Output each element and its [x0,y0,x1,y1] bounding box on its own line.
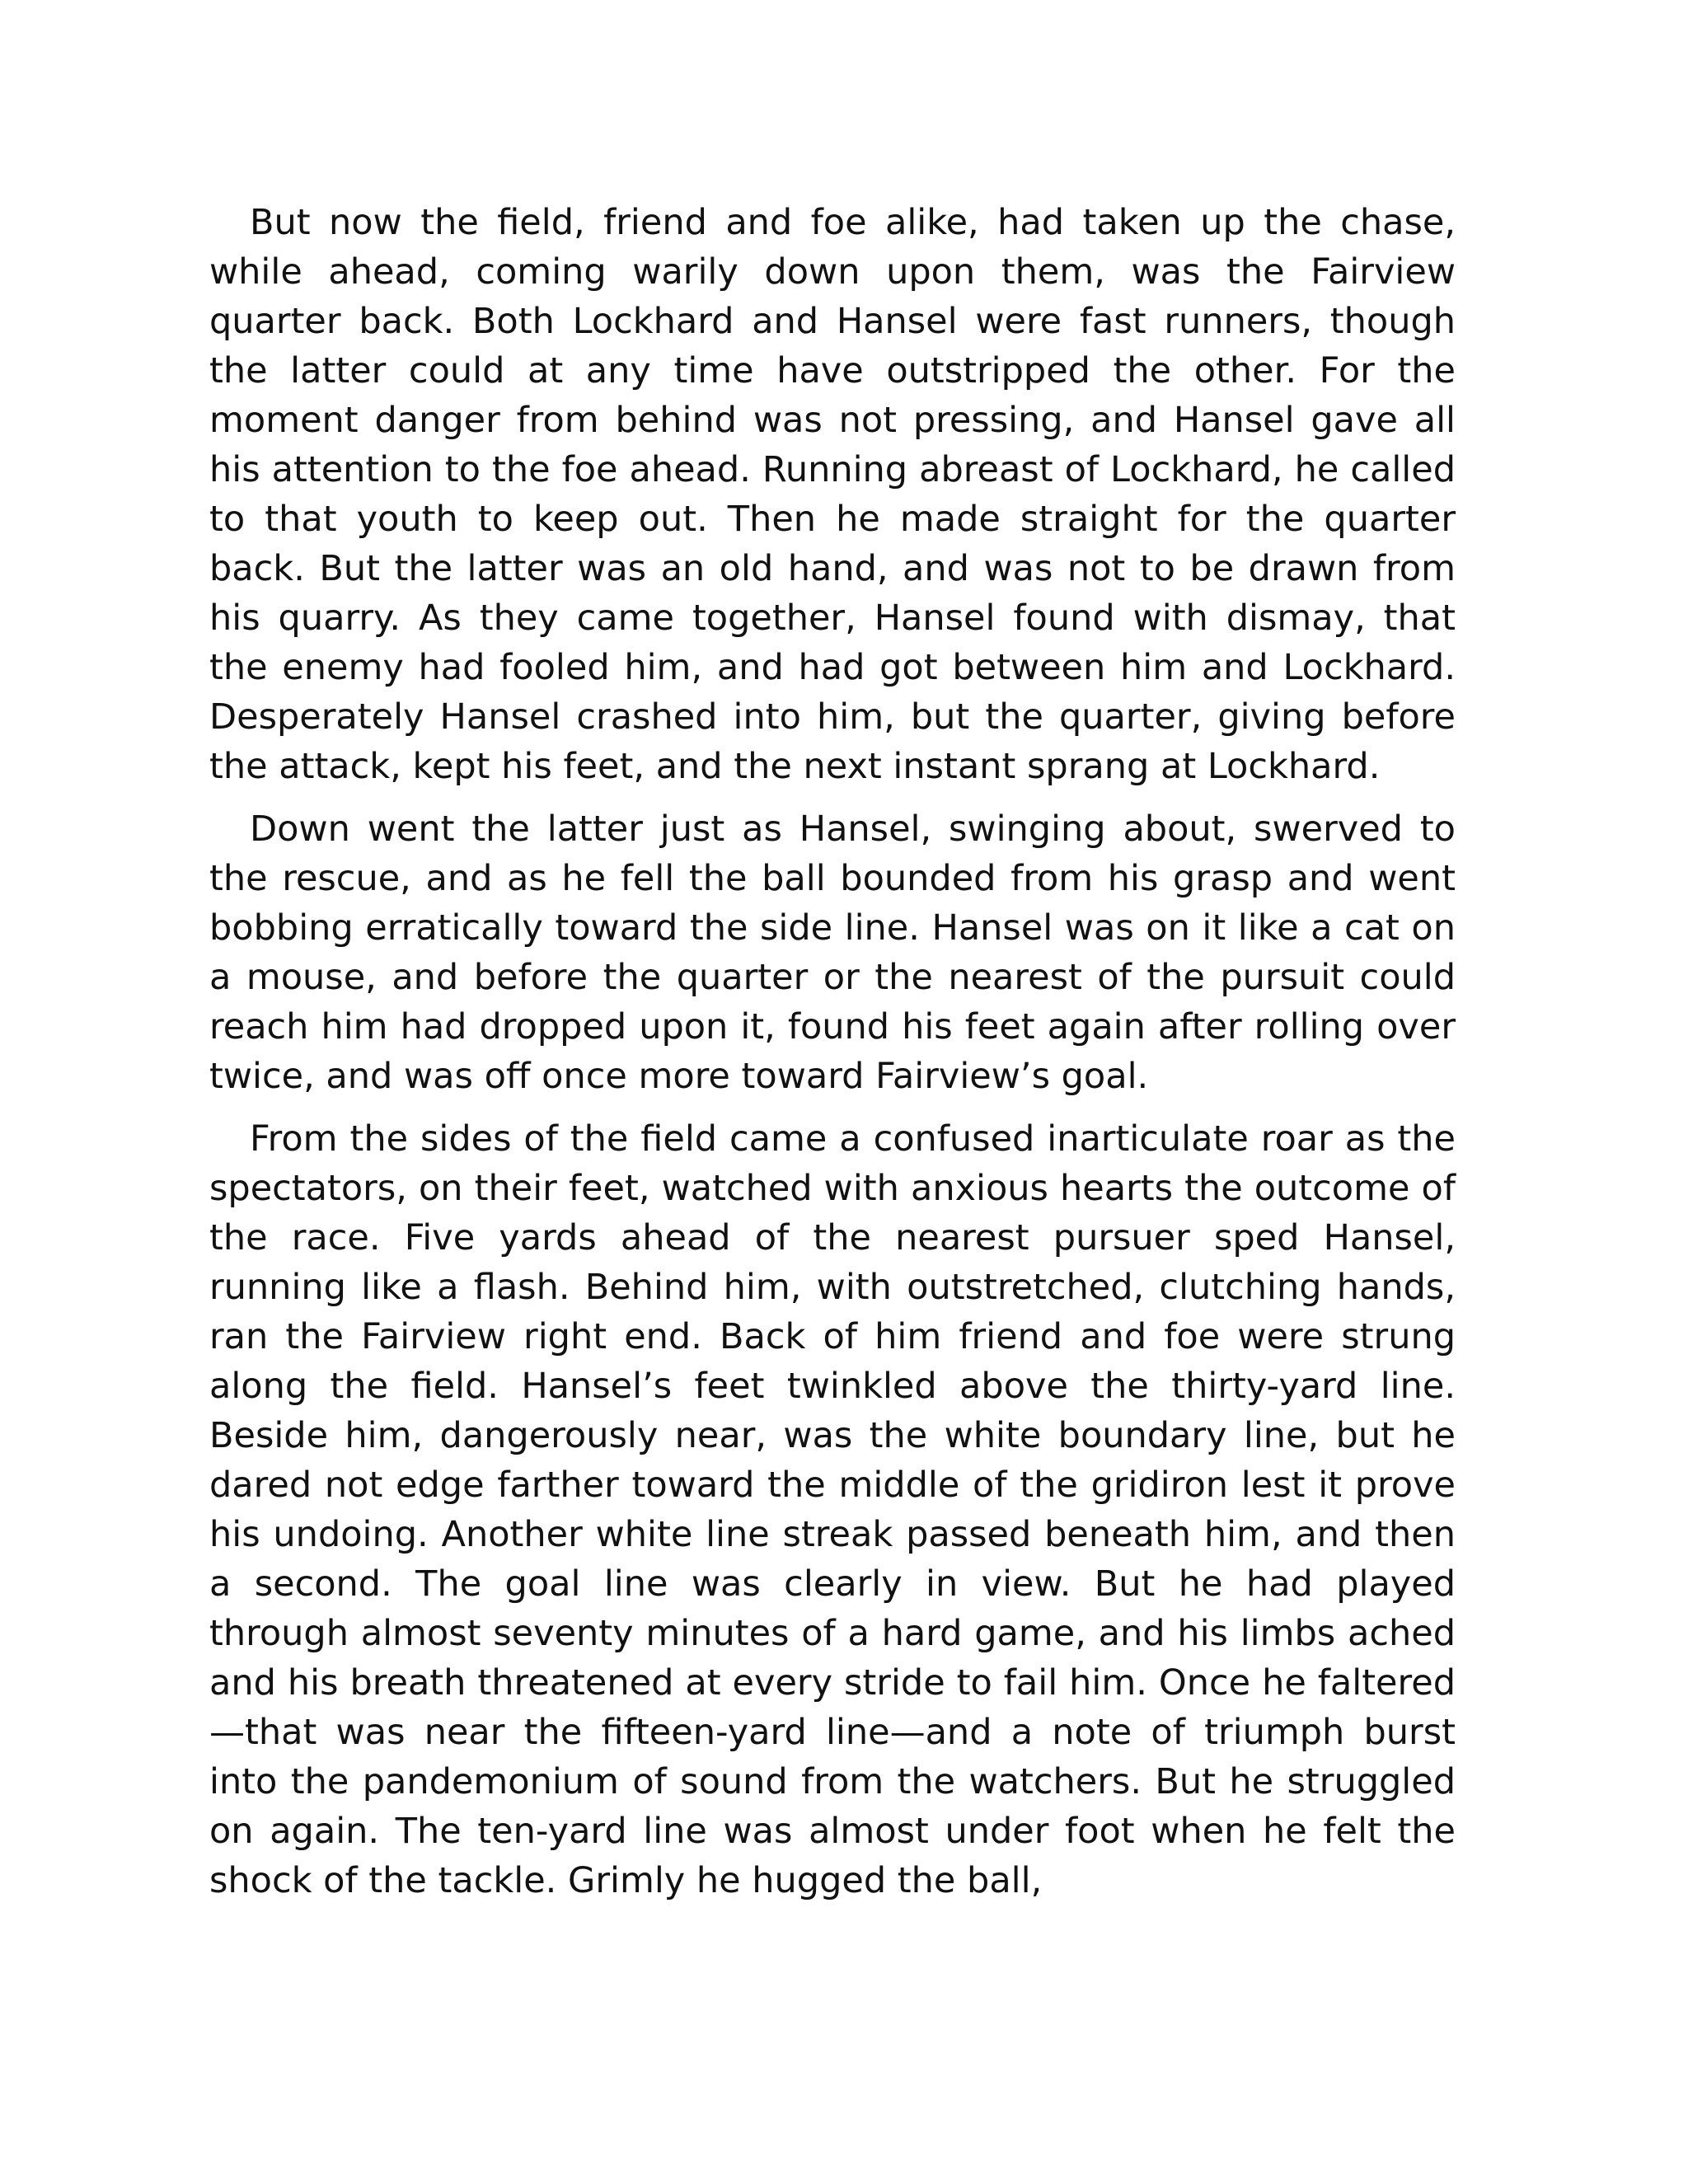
paragraph-3: From the sides of the field came a confused inarticulate roar as the spectators, on their feet, watched with anxious hearts the outcome of the race. Five yards ahead of the nearest pursuer sped Hansel, running like a flash. Behind him, with outstretched, clutching hands, ran the Fairview right end. Back of him friend and foe were strung along the field. Hansel’s feet twinkled above the thirty-yard line. Beside him, dangerously near, was the white boundary line, but he dared not edge farther toward the middle of the gridiron lest it prove his undoing. Another white line streak passed beneath him, and then a second. The goal line was clearly in view. But he had played through almost seventy minutes of a hard game, and his limbs ached and his breath threatened at every stride to fail him. Once he faltered—that was near the fifteen-yard line—and a note of triumph burst into the pandemonium of sound from the watchers. But he struggled on again. The ten-yard line was almost under foot when he felt the shock of the tackle. Grimly he hugged the ball, [209,1118,1456,1901]
paragraph-2: Down went the latter just as Hansel, swinging about, swerved to the rescue, and as he fell the ball bounded from his grasp and went bobbing erratically toward the side line. Hansel was on it like a cat on a mouse, and before the quarter or the nearest of the pursuit could reach him had dropped upon it, found his feet again after rolling over twice, and was off once more toward Fairview’s goal. [209,808,1456,1097]
paragraph-1: But now the field, friend and foe alike, had taken up the chase, while ahead, coming warily down upon them, was the Fairview quarter back. Both Lockhard and Hansel were fast runners, though the latter could at any time have outstripped the other. For the moment danger from behind was not pressing, and Hansel gave all his attention to the foe ahead. Running abreast of Lockhard, he called to that youth to keep out. Then he made straight for the quarter back. But the latter was an old hand, and was not to be drawn from his quarry. As they came together, Hansel found with dismay, that the enemy had fooled him, and had got between him and Lockhard. Desperately Hansel crashed into him, but the quarter, giving before the attack, kept his feet, and the next instant sprang at Lockhard. [209,202,1456,787]
book-page [209,198,1456,1919]
